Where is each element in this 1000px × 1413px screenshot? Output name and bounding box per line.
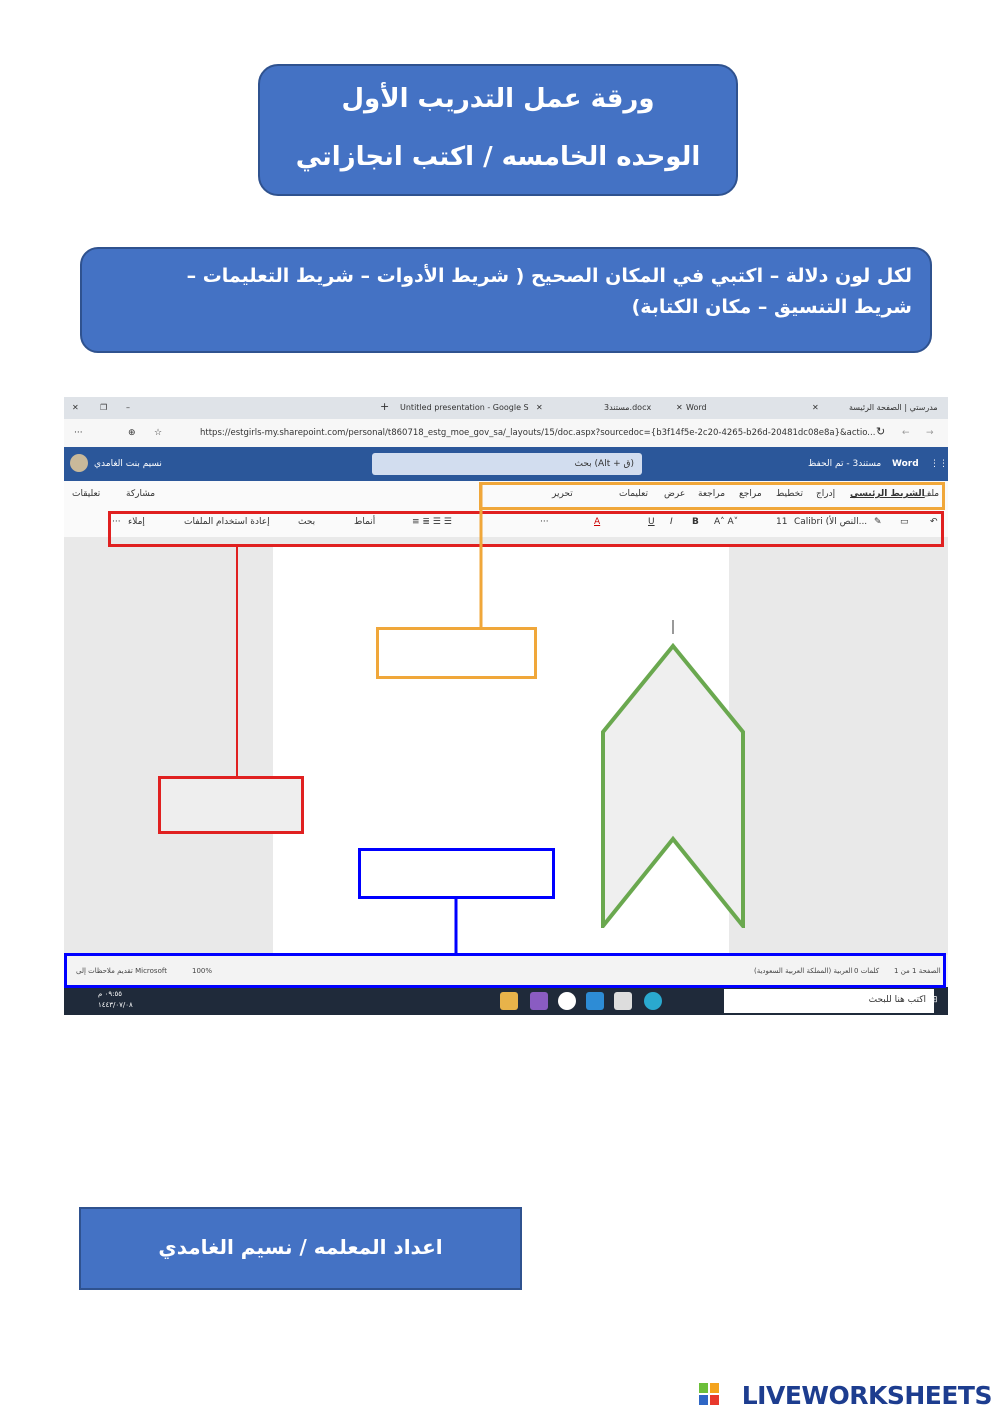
tab-references[interactable]: مراجع [739, 489, 762, 499]
italic-button[interactable]: I [670, 517, 673, 527]
word-title-bar [64, 447, 948, 481]
search-input[interactable]: بحث (Alt + ق) [574, 459, 634, 469]
clock-time: ٠٩:٥٥ م [98, 990, 122, 998]
more-options-icon[interactable]: ··· [540, 517, 549, 527]
author-text: اعداد المعلمه / نسيم الغامدي [158, 1235, 443, 1259]
reuse-files-button[interactable]: إعادة استخدام الملفات [184, 517, 270, 527]
instruction-box [80, 247, 932, 353]
browser-tab-presentation[interactable]: Untitled presentation - Google S [400, 403, 529, 412]
answer-box-yellow[interactable] [376, 627, 537, 679]
comments-button[interactable]: تعليقات [72, 489, 101, 499]
tab-help[interactable]: تعليمات [619, 489, 648, 499]
windows-taskbar [64, 987, 948, 1015]
font-size-select[interactable]: 11 [776, 517, 788, 527]
tab-close-icon: ✕ [536, 403, 543, 412]
dictate-button[interactable]: إملاء [128, 517, 145, 527]
file-explorer-icon[interactable] [500, 992, 518, 1010]
font-name-select[interactable]: Calibri (النص الأ... [794, 517, 868, 527]
document-title[interactable]: مستند3 - تم الحفظ [808, 459, 882, 469]
instruction-text: لكل لون دلالة – اكتبي في المكان الصحيح ( شريط الأدوات – شريط التعليمات – شريط التنسيق – مكان الكتابة) [186, 265, 912, 318]
browser-tab-word[interactable]: Word [686, 403, 707, 412]
language-status: العربية (المملكة العربية السعودية) [754, 967, 853, 975]
status-bar-highlight [64, 953, 946, 988]
worksheet-title: ورقة عمل التدريب الأول [341, 84, 655, 114]
paste-icon[interactable]: ▭ [900, 517, 909, 527]
user-name: نسيم بنت الغامدي [94, 459, 162, 469]
share-button[interactable]: مشاركة [126, 489, 156, 499]
word-count: 0 كلمات [854, 967, 880, 975]
zoom-level[interactable]: 100% [192, 967, 213, 975]
close-window-icon: ✕ [72, 403, 79, 412]
back-icon[interactable]: → [926, 428, 934, 438]
grow-font-icon[interactable]: A˄ A˅ [714, 517, 739, 527]
taskbar-search-input[interactable]: اكتب هنا للبحث [868, 995, 926, 1005]
url-field[interactable]: https://estgirls-my.sharepoint.com/personal/t860718_estg_moe_gov_sa/_layouts/15/doc.aspx?sourcedoc={b3f14f5e-2c20-4265-b26d-20481dc08e8a}&actio... [200, 428, 876, 438]
app-name: Word [892, 459, 919, 469]
green-arrow-shape [603, 646, 743, 926]
search-box[interactable] [372, 453, 642, 475]
edit-mode-button[interactable]: تحرير [552, 489, 573, 499]
mail-icon[interactable] [586, 992, 604, 1010]
menu-bar-highlight [479, 482, 945, 510]
format-painter-icon[interactable]: ✎ [874, 517, 882, 527]
answer-box-red[interactable] [158, 776, 304, 834]
app-icon[interactable] [530, 992, 548, 1010]
align-icon[interactable]: ≡ ≣ ☰ ☰ [412, 517, 452, 527]
windows-start-icon[interactable]: ⊞ [930, 995, 938, 1005]
tab-file[interactable]: ملف [922, 489, 940, 499]
font-color-icon[interactable]: A [594, 517, 601, 527]
store-icon[interactable] [614, 992, 632, 1010]
tab-close-icon: ✕ [676, 403, 683, 412]
more-options-icon[interactable]: ··· [112, 517, 121, 527]
edge-icon[interactable] [644, 992, 662, 1010]
tab-insert[interactable]: إدراج [816, 489, 836, 499]
feedback-link[interactable]: تقديم ملاحظات إلى Microsoft [76, 967, 167, 975]
page-count: الصفحة 1 من 1 [894, 967, 941, 975]
minimize-window-icon: – [126, 403, 130, 412]
new-tab-button[interactable]: + [380, 400, 390, 413]
app-icon[interactable] [558, 992, 576, 1010]
browser-tab-bar [64, 397, 948, 419]
collections-icon[interactable]: ⊕ [128, 428, 136, 438]
undo-icon[interactable]: ↶ [930, 517, 938, 527]
tab-home[interactable]: الشريط الرئيسي [850, 489, 925, 499]
worksheet-subtitle: الوحده الخامسه / اكتب انجازاتي [295, 142, 701, 172]
tab-view[interactable]: عرض [664, 489, 686, 499]
styles-button[interactable]: أنماط [354, 517, 376, 527]
app-launcher-icon[interactable]: ⋮⋮ [930, 459, 948, 469]
title-box [258, 64, 738, 196]
liveworksheets-logo-icon [699, 1383, 719, 1405]
tab-review[interactable]: مراجعة [698, 489, 726, 499]
clock-date: ١٤٤٣/٠٧/٠٨ [98, 1001, 133, 1009]
restore-window-icon: ❐ [100, 403, 108, 412]
tab-close-icon: ✕ [812, 403, 819, 412]
more-icon[interactable]: ··· [74, 428, 83, 438]
answer-box-green[interactable] [600, 643, 746, 928]
avatar[interactable] [70, 454, 88, 472]
answer-box-blue[interactable] [358, 848, 555, 899]
taskbar-search[interactable] [724, 989, 934, 1013]
favorites-icon[interactable]: ☆ [154, 428, 163, 438]
browser-tab-madrasati[interactable]: مدرستي | الصفحة الرئيسة [849, 403, 938, 412]
watermark: LIVEWORKSHEETS [741, 1381, 992, 1410]
address-bar [64, 419, 948, 448]
author-box [79, 1207, 522, 1290]
tab-layout[interactable]: تخطيط [776, 489, 803, 499]
underline-button[interactable]: U [648, 517, 655, 527]
forward-icon[interactable]: ← [902, 428, 910, 438]
refresh-icon[interactable]: ↻ [876, 425, 886, 438]
search-button[interactable]: بحث [298, 517, 316, 527]
bold-button[interactable]: B [692, 517, 699, 527]
browser-tab-document[interactable]: مستند3.docx [604, 403, 652, 412]
toolbar-highlight [108, 511, 944, 547]
